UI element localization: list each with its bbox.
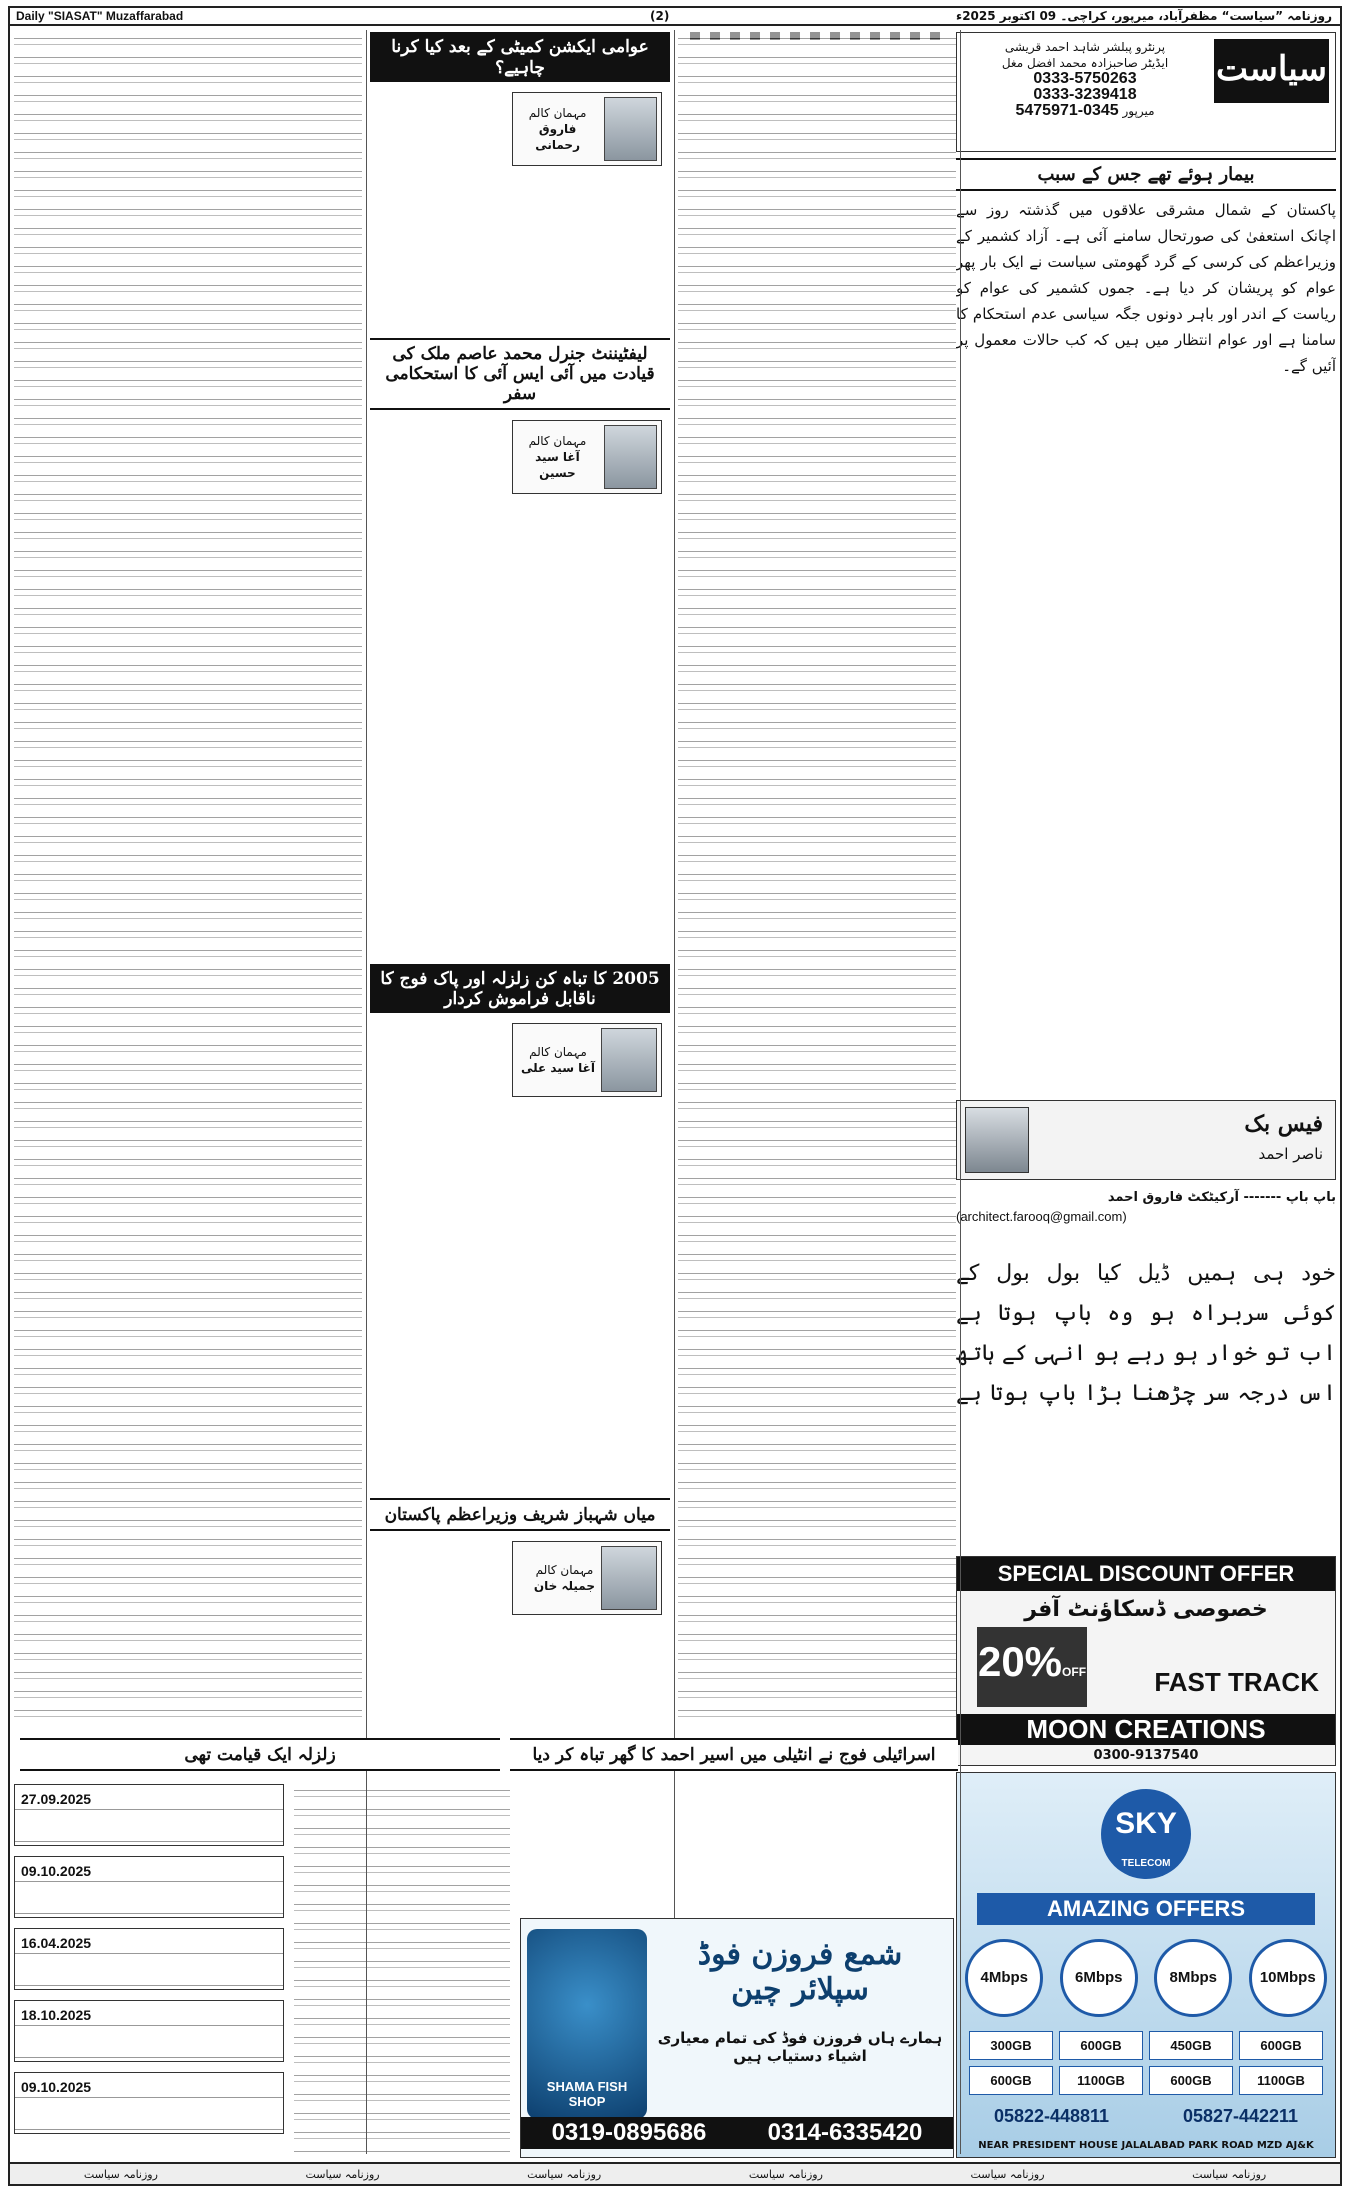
ad2-offers: AMAZING OFFERS bbox=[977, 1893, 1315, 1925]
masthead bbox=[956, 32, 1336, 152]
masthead-phone-3: 0345-5475971 bbox=[1015, 102, 1119, 119]
masthead-phone-2: 0333-3239418 bbox=[1033, 86, 1137, 103]
sky-telecom-ad bbox=[956, 1772, 1336, 2158]
ad1-phone: 0300-9137540 bbox=[1093, 1748, 1199, 1763]
notice-date: 27.09.2025 bbox=[21, 1791, 92, 1807]
editorial-title: بیمار ہوئے تھے جس کے سبب bbox=[956, 158, 1336, 191]
footer-label: روزنامہ سیاست bbox=[83, 2167, 158, 2181]
ad2-phone-1: 05822-448811 bbox=[993, 2106, 1110, 2126]
masthead-city: میرپور bbox=[1122, 104, 1155, 118]
bottom-head-2-box bbox=[20, 1738, 500, 1778]
author-byline bbox=[512, 92, 662, 166]
byline-label: مہمان کالم bbox=[528, 106, 587, 120]
shama-food-ad bbox=[520, 1918, 954, 2158]
byline-label: مہمان کالم bbox=[528, 434, 587, 448]
facebook-box-name: ناصر احمد bbox=[1258, 1145, 1323, 1163]
bottom-head-2: زلزلہ ایک قیامت تھی bbox=[20, 1738, 500, 1771]
columnist-photo bbox=[965, 1107, 1029, 1173]
ad1-urdu: خصوصی ڈسکاؤنٹ آفر bbox=[1024, 1597, 1268, 1622]
package-cell: 1100GB bbox=[1059, 2066, 1143, 2095]
package-cell: 600GB bbox=[969, 2066, 1053, 2095]
bottom-ad-sub: ہمارے ہاں فروزن فوڈ کی تمام معیاری اشیاء دستیاب ہیں bbox=[657, 2029, 943, 2065]
poem-section bbox=[956, 1188, 1336, 1548]
byline-text bbox=[517, 433, 598, 481]
package-cell: 600GB bbox=[1059, 2031, 1143, 2060]
page-number: (2) bbox=[650, 9, 670, 23]
author-photo bbox=[601, 1028, 657, 1092]
newspaper-page bbox=[8, 6, 1342, 2186]
facebook-box bbox=[956, 1100, 1336, 1180]
article-block bbox=[370, 338, 670, 958]
article-block bbox=[370, 32, 670, 332]
facebook-box-title: فیس بک bbox=[1244, 1111, 1323, 1137]
package-cell: 600GB bbox=[1239, 2031, 1323, 2060]
author-name: آغا سید حسین bbox=[535, 450, 580, 480]
author-name: آغا سید علی bbox=[520, 1061, 595, 1075]
footer-label: روزنامہ سیاست bbox=[305, 2167, 380, 2181]
ad1-percent: 20%OFF bbox=[977, 1627, 1087, 1707]
article-block bbox=[370, 1498, 670, 1728]
poem-line: کوئی سربراہ ہو وہ باپ ہوتا ہے bbox=[956, 1301, 1336, 1326]
article-title: میاں شہباز شریف وزیراعظم پاکستان bbox=[370, 1498, 670, 1531]
byline-text bbox=[517, 105, 598, 153]
poem-email: (architect.farooq@gmail.com) bbox=[956, 1209, 1127, 1224]
byline-text bbox=[534, 1562, 595, 1594]
bottom-head-1: اسرائیلی فوج نے انٹیلی میں اسیر احمد کا گھر تباہ کر دیا bbox=[510, 1738, 958, 1771]
author-photo bbox=[601, 1546, 657, 1610]
notice-date: 09.10.2025 bbox=[21, 2079, 92, 2095]
shama-logo: SHAMA FISH SHOP bbox=[527, 1929, 647, 2119]
speed-badge: 10Mbps bbox=[1249, 1939, 1327, 2017]
footer-strip bbox=[10, 2162, 1340, 2184]
text-column bbox=[14, 32, 362, 1722]
author-photo bbox=[604, 425, 657, 489]
notice-box bbox=[14, 1856, 284, 1918]
moon-creations-ad bbox=[956, 1556, 1336, 1766]
column-rule bbox=[960, 30, 961, 2154]
bottom-ad-phone-2: 0314-6335420 bbox=[767, 2119, 923, 2146]
text-column bbox=[678, 32, 956, 1722]
notice-box bbox=[14, 1928, 284, 1990]
ad1-brand: FAST TRACK bbox=[1154, 1667, 1319, 1697]
package-cell: 300GB bbox=[969, 2031, 1053, 2060]
masthead-phone-1: 0333-5750263 bbox=[1033, 70, 1137, 87]
ad2-phone-2: 05827-442211 bbox=[1182, 2106, 1299, 2126]
ad1-title: SPECIAL DISCOUNT OFFER bbox=[957, 1557, 1335, 1591]
header-bar bbox=[10, 8, 1340, 26]
masthead-tagline: پرنٹرو پبلشر شاہد احمد قریشی bbox=[1004, 40, 1166, 54]
ad2-address: NEAR PRESIDENT HOUSE JALALABAD PARK ROAD MZD AJ&K bbox=[978, 2140, 1314, 2151]
footer-label: روزنامہ سیاست bbox=[748, 2167, 823, 2181]
bottom-head-1-box bbox=[510, 1738, 958, 1778]
masthead-editor: ایڈیٹر صاحبزادہ محمد افضل مغل bbox=[1001, 56, 1169, 70]
siasat-logo: سیاست bbox=[1214, 39, 1329, 103]
ad1-company: MOON CREATIONS bbox=[957, 1714, 1335, 1745]
text-column bbox=[294, 1784, 510, 2154]
poem-line: اب تو خوار ہو رہے ہو انہی کے ہاتھ bbox=[956, 1341, 1336, 1366]
masthead-info bbox=[960, 39, 1210, 119]
header-right: روزنامہ ”سیاست“ مظفرآباد، میرپور، کراچی۔ 09 اکتوبر 2025ء bbox=[956, 9, 1332, 23]
editorial bbox=[956, 158, 1336, 1093]
article-title: لیفٹیننٹ جنرل محمد عاصم ملک کی قیادت میں آئی ایس آئی کا استحکامی سفر bbox=[370, 338, 670, 410]
author-byline bbox=[512, 1023, 662, 1097]
notice-date: 16.04.2025 bbox=[21, 1935, 92, 1951]
editorial-body: پاکستان کے شمال مشرقی علاقوں میں گذشتہ روز سے اچانک استعفیٰ کی صورتحال سامنے آئی ہے۔ آزاد کشمیر کے وزیراعظم کی کرسی کے گرد گھومتی سیاست نے ایک بار پھر عوام کو پریشان کر دیا ہے۔ جموں کشمیر کی عوام کو ریاست کے اندر اور باہر دونوں جگہ سیاسی عدم استحکام کا سامنا ہے اور عوام انتظار میں ہیں کہ کب حالات معمول پر آئیں گے۔ bbox=[956, 201, 1336, 375]
package-cell: 450GB bbox=[1149, 2031, 1233, 2060]
poem-line: خود ہی ہمیں ڈیل کیا بول بول کے bbox=[956, 1261, 1336, 1286]
package-cell: 600GB bbox=[1149, 2066, 1233, 2095]
author-byline bbox=[512, 1541, 662, 1615]
footer-label: روزنامہ سیاست bbox=[1192, 2167, 1267, 2181]
notice-date: 09.10.2025 bbox=[21, 1863, 92, 1879]
column-rule bbox=[366, 30, 367, 2154]
poem-line: اس درجہ سر چڑھنا بڑا باپ ہوتا ہے bbox=[956, 1381, 1336, 1406]
author-byline bbox=[512, 420, 662, 494]
byline-label: مہمان کالم bbox=[529, 1045, 587, 1059]
speed-badge: 8Mbps bbox=[1154, 1939, 1232, 2017]
poem-lines bbox=[956, 1254, 1336, 1414]
ad2-speeds bbox=[957, 1939, 1335, 2017]
author-name: فاروق رحمانی bbox=[535, 122, 580, 152]
poem-heading: باپ باپ ------- آرکیٹکٹ فاروق احمد bbox=[1107, 1190, 1336, 1205]
notice-box bbox=[14, 2000, 284, 2062]
bottom-ad-phone-1: 0319-0895686 bbox=[551, 2119, 707, 2146]
author-name: جمیلہ خان bbox=[533, 1579, 595, 1593]
speed-badge: 4Mbps bbox=[965, 1939, 1043, 2017]
sky-logo: SKY TELECOM bbox=[1101, 1789, 1191, 1879]
byline-text bbox=[521, 1044, 595, 1076]
speed-badge: 6Mbps bbox=[1060, 1939, 1138, 2017]
bottom-ad-title: شمع فروزن فوڈ سپلائر چین bbox=[697, 1937, 903, 2007]
ad2-packages bbox=[969, 2031, 1323, 2095]
package-cell: 1100GB bbox=[1239, 2066, 1323, 2095]
article-title: عوامی ایکشن کمیٹی کے بعد کیا کرنا چاہیے؟ bbox=[370, 32, 670, 82]
footer-label: روزنامہ سیاست bbox=[970, 2167, 1045, 2181]
footer-label: روزنامہ سیاست bbox=[527, 2167, 602, 2181]
header-left: Daily "SIASAT" Muzaffarabad bbox=[16, 9, 184, 23]
notices-column bbox=[14, 1784, 284, 2154]
author-photo bbox=[604, 97, 657, 161]
notice-box bbox=[14, 2072, 284, 2134]
notice-date: 18.10.2025 bbox=[21, 2007, 92, 2023]
byline-label: مہمان کالم bbox=[535, 1563, 594, 1577]
article-title: 2005 کا تباہ کن زلزلہ اور پاک فوج کا ناقابل فراموش کردار bbox=[370, 964, 670, 1013]
column-rule bbox=[674, 30, 675, 2154]
notice-box bbox=[14, 1784, 284, 1846]
article-block bbox=[370, 964, 670, 1494]
